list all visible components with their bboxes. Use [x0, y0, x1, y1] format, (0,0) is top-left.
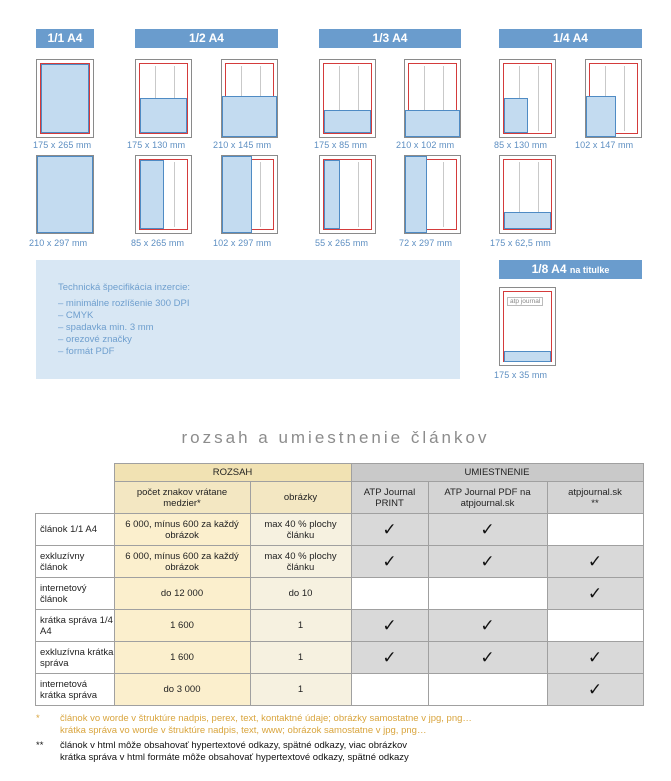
table-row: exkluzívny článok 6 000, mínus 600 za každý obrázok max 40 % plochy článku ✓ ✓ ✓ — [36, 546, 644, 578]
ad-175x62 — [499, 155, 556, 234]
col-chars: počet znakov vrátane medzier* — [114, 482, 250, 514]
ad-175x130 — [135, 59, 192, 138]
header-eighth-page: 1/8 A4 na titulke — [499, 260, 642, 279]
size-label: 210 x 102 mm — [396, 140, 455, 150]
placement-group-header: UMIESTNENIE — [351, 464, 643, 482]
ad-102x297 — [221, 155, 278, 234]
check-icon: ✓ — [587, 647, 603, 667]
section-title: rozsah a umiestnenie článkov — [181, 428, 490, 447]
header-full-page: 1/1 A4 — [36, 29, 94, 48]
size-label: 210 x 145 mm — [213, 140, 272, 150]
header-half-page: 1/2 A4 — [135, 29, 278, 48]
header-third-page: 1/3 A4 — [319, 29, 461, 48]
col-images: obrázky — [250, 482, 351, 514]
size-label: 102 x 147 mm — [575, 140, 634, 150]
size-label: 175 x 130 mm — [127, 140, 186, 150]
articles-table — [35, 463, 644, 706]
check-icon: ✓ — [480, 551, 495, 571]
col-pdf: ATP Journal PDF na atpjournal.sk — [428, 482, 547, 514]
size-label: 175 x 62,5 mm — [490, 238, 551, 248]
ad-85x265 — [135, 155, 192, 234]
check-icon: ✓ — [587, 583, 603, 603]
ad-55x265 — [319, 155, 376, 234]
tech-spec-box — [36, 260, 460, 379]
check-icon: ✓ — [587, 551, 603, 571]
check-icon: ✓ — [382, 615, 397, 635]
ad-210x102 — [404, 59, 461, 138]
col-print: ATP Journal PRINT — [351, 482, 428, 514]
ad-175x85 — [319, 59, 376, 138]
check-icon: ✓ — [382, 647, 397, 667]
footnote-1: * článok vo worde v štruktúre nadpis, perex, text, kontaktné údaje; obrázky samostatne v jpg, png… krátka správa vo worde v štruktúre nadpis, text, www; obrázok samostatne v jpg, png… — [36, 713, 472, 736]
check-icon: ✓ — [382, 519, 397, 539]
size-label: 175 x 35 mm — [494, 370, 548, 380]
footnote-2: ** článok v html môže obsahovať hypertextové odkazy, spätné odkazy, viac obrázkov krátka správa v html formáte môže obsahovať hypertextové odkazy, spätné odkazy — [36, 740, 409, 763]
size-label: 175 x 85 mm — [314, 140, 368, 150]
atp-journal-logo: atp journal — [507, 297, 543, 306]
scope-group-header: ROZSAH — [114, 464, 351, 482]
spec-item: – minimálne rozlíšenie 300 DPI — [58, 298, 190, 309]
header-quarter-page: 1/4 A4 — [499, 29, 642, 48]
size-label: 85 x 265 mm — [131, 238, 185, 248]
ad-175x265 — [36, 59, 94, 138]
size-label: 55 x 265 mm — [315, 238, 369, 248]
ad-210x145 — [221, 59, 278, 138]
size-label: 102 x 297 mm — [213, 238, 272, 248]
table-row: internetová krátka správa do 3 000 1 ✓ — [36, 674, 644, 706]
size-label: 175 x 265 mm — [33, 140, 92, 150]
check-icon: ✓ — [480, 519, 495, 539]
table-row: krátka správa 1/4 A4 1 600 1 ✓ ✓ — [36, 610, 644, 642]
spec-title: Technická špecifikácia inzercie: — [58, 282, 191, 293]
size-label: 72 x 297 mm — [399, 238, 453, 248]
col-web: atpjournal.sk ** — [547, 482, 643, 514]
table-row: exkluzívna krátka správa 1 600 1 ✓ ✓ ✓ — [36, 642, 644, 674]
spec-item: – CMYK — [58, 310, 94, 321]
ad-175x35 — [499, 287, 556, 366]
check-icon: ✓ — [382, 551, 397, 571]
spec-item: – spadavka min. 3 mm — [58, 322, 154, 333]
ad-210x297 — [36, 155, 94, 234]
spec-item: – formát PDF — [58, 346, 115, 357]
ad-102x147 — [585, 59, 642, 138]
ad-85x130 — [499, 59, 556, 138]
size-label: 210 x 297 mm — [29, 238, 88, 248]
size-label: 85 x 130 mm — [494, 140, 548, 150]
table-row: internetový článok do 12 000 do 10 ✓ — [36, 578, 644, 610]
ad-72x297 — [404, 155, 461, 234]
spec-item: – orezové značky — [58, 334, 132, 345]
check-icon: ✓ — [587, 679, 603, 699]
check-icon: ✓ — [480, 615, 495, 635]
table-row: článok 1/1 A4 6 000, mínus 600 za každý obrázok max 40 % plochy článku ✓ ✓ — [36, 514, 644, 546]
check-icon: ✓ — [480, 647, 495, 667]
